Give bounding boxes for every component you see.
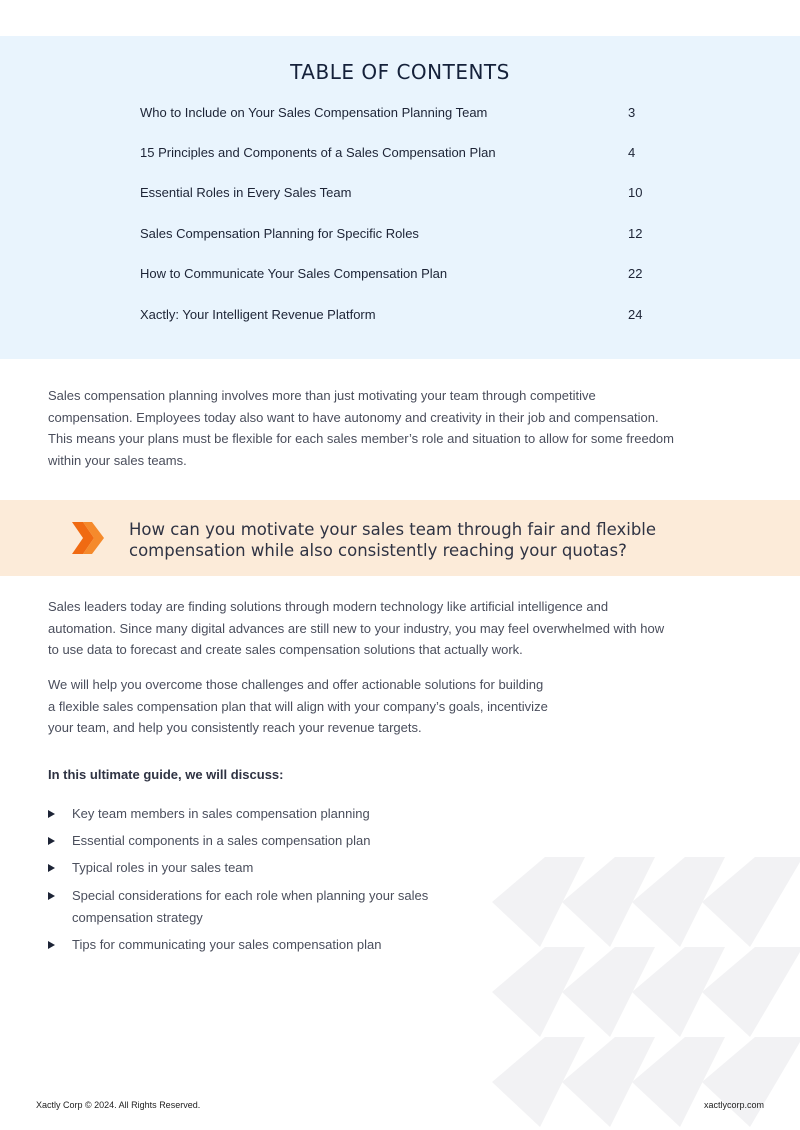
toc-entry-label: How to Communicate Your Sales Compensation Plan bbox=[140, 266, 448, 281]
toc-entry[interactable] bbox=[140, 105, 643, 125]
list-item-text: Key team members in sales compensation planning bbox=[72, 806, 370, 821]
intro-line: Sales compensation planning involves more than just motivating your team through competitive bbox=[48, 388, 596, 403]
body-line: Sales leaders today are finding solutions through modern technology like artificial intelligence and bbox=[48, 599, 609, 614]
intro-line: This means your plans must be flexible for each sales member’s role and situation to allow for some freedom bbox=[48, 431, 674, 447]
list-item-text: Special considerations for each role when planning your sales bbox=[72, 888, 429, 903]
bullet-triangle-icon bbox=[48, 837, 55, 845]
toc-entry-label: Essential Roles in Every Sales Team bbox=[140, 185, 352, 200]
footer-copyright: Xactly Corp © 2024. All Rights Reserved. bbox=[36, 1100, 201, 1110]
list-item-text: Essential components in a sales compensation plan bbox=[72, 833, 371, 848]
intro-paragraph bbox=[48, 385, 748, 472]
table-of-contents bbox=[0, 36, 800, 359]
list-item-text: Tips for communicating your sales compensation plan bbox=[72, 937, 382, 952]
bullet-triangle-icon bbox=[48, 892, 55, 900]
intro-line: within your sales teams. bbox=[48, 453, 187, 469]
toc-entry-page: 3 bbox=[628, 105, 636, 120]
body-line: a flexible sales compensation plan that will align with your company’s goals, incentivize bbox=[48, 698, 548, 714]
intro-line: compensation. Employees today also want to have autonomy and creativity in their job and compensation. bbox=[48, 409, 659, 425]
toc-entry-page: 4 bbox=[628, 145, 636, 160]
body-line: automation. Since many digital advances are still new to your industry, you may feel overwhelmed with how bbox=[48, 620, 665, 636]
callout-box bbox=[0, 500, 800, 576]
guide-heading: In this ultimate guide, we will discuss: bbox=[48, 767, 284, 782]
toc-entry-label: 15 Principles and Components of a Sales Compensation Plan bbox=[140, 145, 496, 160]
bullet-triangle-icon bbox=[48, 941, 55, 949]
toc-entry-page: 12 bbox=[628, 226, 643, 241]
toc-entry[interactable] bbox=[140, 145, 643, 165]
callout-question bbox=[129, 519, 749, 561]
callout-line: compensation while also consistently reaching your quotas? bbox=[129, 541, 627, 560]
toc-entry[interactable] bbox=[140, 266, 643, 286]
body-paragraph-2 bbox=[48, 674, 608, 739]
toc-entry-page: 10 bbox=[628, 185, 643, 200]
bullet-triangle-icon bbox=[48, 864, 55, 872]
body-paragraph-1 bbox=[48, 596, 748, 661]
toc-entry[interactable] bbox=[140, 185, 643, 205]
list-item-text: compensation strategy bbox=[72, 909, 203, 925]
toc-entry[interactable] bbox=[140, 226, 643, 246]
bullet-triangle-icon bbox=[48, 810, 55, 818]
toc-title: TABLE OF CONTENTS bbox=[290, 60, 510, 84]
toc-entry-label: Xactly: Your Intelligent Revenue Platform bbox=[140, 307, 376, 322]
list-item-text: Typical roles in your sales team bbox=[72, 860, 254, 875]
callout-line: How can you motivate your sales team through fair and flexible bbox=[129, 520, 657, 539]
body-line: your team, and help you consistently reach your revenue targets. bbox=[48, 720, 422, 736]
double-chevron-right-icon bbox=[70, 520, 106, 556]
toc-entry-page: 22 bbox=[628, 266, 643, 281]
toc-entry[interactable] bbox=[140, 307, 643, 327]
toc-entry-page: 24 bbox=[628, 307, 643, 322]
toc-entry-label: Who to Include on Your Sales Compensation Planning Team bbox=[140, 105, 488, 120]
body-line: to use data to forecast and create sales compensation solutions that actually work. bbox=[48, 642, 523, 658]
body-line: We will help you overcome those challenges and offer actionable solutions for building bbox=[48, 677, 544, 692]
toc-entry-label: Sales Compensation Planning for Specific Roles bbox=[140, 226, 419, 241]
footer-website-link[interactable]: xactlycorp.com bbox=[703, 1100, 764, 1110]
